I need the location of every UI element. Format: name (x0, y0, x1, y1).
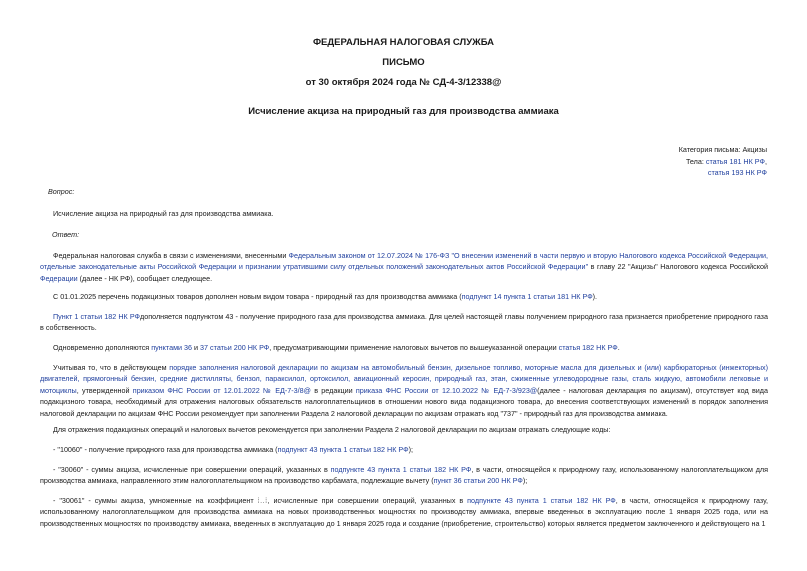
p4-text-2: и (192, 343, 201, 352)
paragraph-code-30060 (40, 464, 768, 487)
paragraph-deductions (40, 342, 768, 353)
p1-text-2: в главу 22 "Акцизы" Налогового кодекса Российской (588, 262, 768, 272)
order-ed-7-3-923-link[interactable]: приказа ФНС России от 12.10.2022 № ЕД-7-3/923@ (355, 385, 538, 395)
p7-text-1: - "10060" - получение природного газа для производства аммиака ( (53, 445, 278, 454)
p1-text-1: Федеральная налоговая служба в связи с изменениями, внесенными (53, 251, 289, 260)
paragraph-intro (40, 250, 768, 284)
p5-text-4: (далее - налоговая декларация по акцизам), отсутствует код вида подакцизного товара, необходимый для отражения налоговых обязательств налогоплательщиков в отношении нового вида подакцизного товара, до внесения соответствующих изменений в порядок заполнения налоговой декларации по акцизам ФНС России рекомендует при заполнении Раздела 2 налоговой декларации по акцизам отражать код "737" - природный газ для производства аммиака. (40, 385, 768, 418)
topics-prefix: Тела: (685, 156, 706, 166)
category-line: Категория письма: Акцизы (678, 145, 767, 154)
doc-type-title: ПИСЬМО (382, 57, 425, 68)
p3-text-1: дополняется подпунктом 43 - получение природного газа для производства аммиака. Для целей настоящей главы получением природного газа признается приобретение природного газа в собственность. (40, 312, 768, 333)
topics-line (679, 156, 767, 168)
topic-link-193[interactable]: статья 193 НК РФ (707, 168, 767, 177)
p4-text-4: . (617, 343, 620, 352)
doc-date-number: от 30 октября 2024 года № СД-4-3/12338@ (305, 77, 502, 88)
paragraph-art182 (40, 311, 768, 334)
p4-text-3: , предусматривающими применение налоговых вычетов по вышеуказанной операции (269, 343, 559, 352)
p8-text-1: - "30060" - суммы акциза, исчисленные при совершении операций, указанных в (53, 465, 331, 474)
p9-text-3: , в части, относящейся к природному газу, использованному налогоплательщиком для производства аммиака на новых производственных мощностях по производству аммиака, впервые введенных в эксплуатацию после 1 января 2025 года, или на производственных мощностях по производству аммиака, введенных в эксплуатацию до 1 января 2025 года и создание (приобретение, строительство) которых является предметом заключенного и действующего на 1 (40, 496, 769, 528)
dotted-formula-icon: ⁞..⁞ (257, 496, 268, 505)
p36-art200-link[interactable]: пункт 36 статьи 200 НК РФ (433, 476, 523, 486)
p8-text-2: , в части, относящейся к природному газу, использованному налогоплательщиком для производства аммиака, направленного этим налогоплательщиком на производство карбамата, подлежащие вычету ( (40, 465, 768, 486)
p1-text-3: (далее - НК РФ), сообщает следующее. (77, 273, 213, 283)
paragraph-new-goods (40, 291, 768, 302)
paragraph-code-30061 (40, 495, 768, 529)
p37-art200-link[interactable]: 37 статьи 200 НК РФ (200, 343, 270, 352)
meta-block (679, 144, 767, 179)
sub43-art182-link-3[interactable]: подпункте 43 пункта 1 статьи 182 НК РФ (467, 496, 616, 505)
p2-text-1: С 01.01.2025 перечень подакцизных товаров дополнен новым видом товара - природный газ для производства аммиака ( (53, 292, 462, 301)
art182-ref-link[interactable]: статья 182 НК РФ (558, 343, 618, 352)
p8-text-3: ); (522, 476, 528, 486)
paragraph-declaration (40, 362, 768, 419)
topics-line-2 (679, 167, 767, 179)
order-ed-7-3-8-link[interactable]: приказом ФНС России от 12.01.2022 № ЕД-7-3/8@ (132, 385, 311, 395)
p9-text-1: - "30061" - суммы акциза, умноженные на коэффициент (53, 496, 258, 505)
topic-link-181[interactable]: статья 181 НК РФ (705, 156, 765, 166)
declaration-order-link[interactable]: порядке заполнения налоговой декларации по акцизам на автомобильный бензин, дизельное топливо, моторные масла для дизельных и (или) карбюраторных (инжекторных) двигателей, прямогонный бензин, средние дистилляты, бензол, параксилол, ортоксилол, авиационный керосин, природный газ, этан, сжиженные углеводородные газы, сталь жидкую, автомобили легковые и мотоциклы (40, 363, 768, 395)
art182-link[interactable]: Пункт 1 статьи 182 НК РФ (53, 312, 141, 321)
agency-title: ФЕДЕРАЛЬНАЯ НАЛОГОВАЯ СЛУЖБА (312, 37, 495, 48)
question-text: Исчисление акциза на природный газ для производства аммиака. (53, 209, 274, 218)
sub43-art182-link-2[interactable]: подпункте 43 пункта 1 статьи 182 НК РФ (330, 465, 472, 474)
question-label: Вопрос: (48, 187, 75, 196)
paragraph-codes-intro: Для отражения подакцизных операций и налоговых вычетов рекомендуется при заполнении Раздела 2 налоговой декларации по акцизам отражать следующие коды: (53, 425, 611, 434)
p2-text-2: ). (592, 292, 598, 301)
nk-rf-link[interactable]: Федерации (40, 273, 78, 283)
law-176-fz-link[interactable]: Федеральным законом от 12.07.2024 № 176-ФЗ "О внесении изменений в части первую и вторую Налогового кодекса Российской Федерации, отдельные законодательные акты Российской Федерации и признании утратившими силу отдельных положений законодательных актов Российской Федерации" (40, 251, 768, 272)
p5-text-3: в редакции (310, 385, 356, 395)
sub14-art181-link[interactable]: подпункт 14 пункта 1 статьи 181 НК РФ (461, 292, 593, 301)
paragraph-code-10060 (40, 444, 768, 455)
doc-subject: Исчисление акциза на природный газ для производства аммиака (248, 106, 559, 117)
p4-text-1: Одновременно дополняются (53, 343, 152, 352)
sub43-art182-link[interactable]: подпункт 43 пункта 1 статьи 182 НК РФ (277, 445, 409, 454)
p36-link[interactable]: пунктами 36 (151, 343, 193, 352)
p5-text-1: Учитывая то, что в действующем (53, 363, 170, 372)
p5-text-2: , утвержденной (76, 385, 133, 395)
p9-text-2: , исчисленные при совершении операций, указанных в (267, 496, 468, 505)
topics-sep: , (765, 156, 767, 166)
answer-label: Ответ: (52, 230, 80, 239)
p7-text-2: ); (408, 445, 413, 454)
